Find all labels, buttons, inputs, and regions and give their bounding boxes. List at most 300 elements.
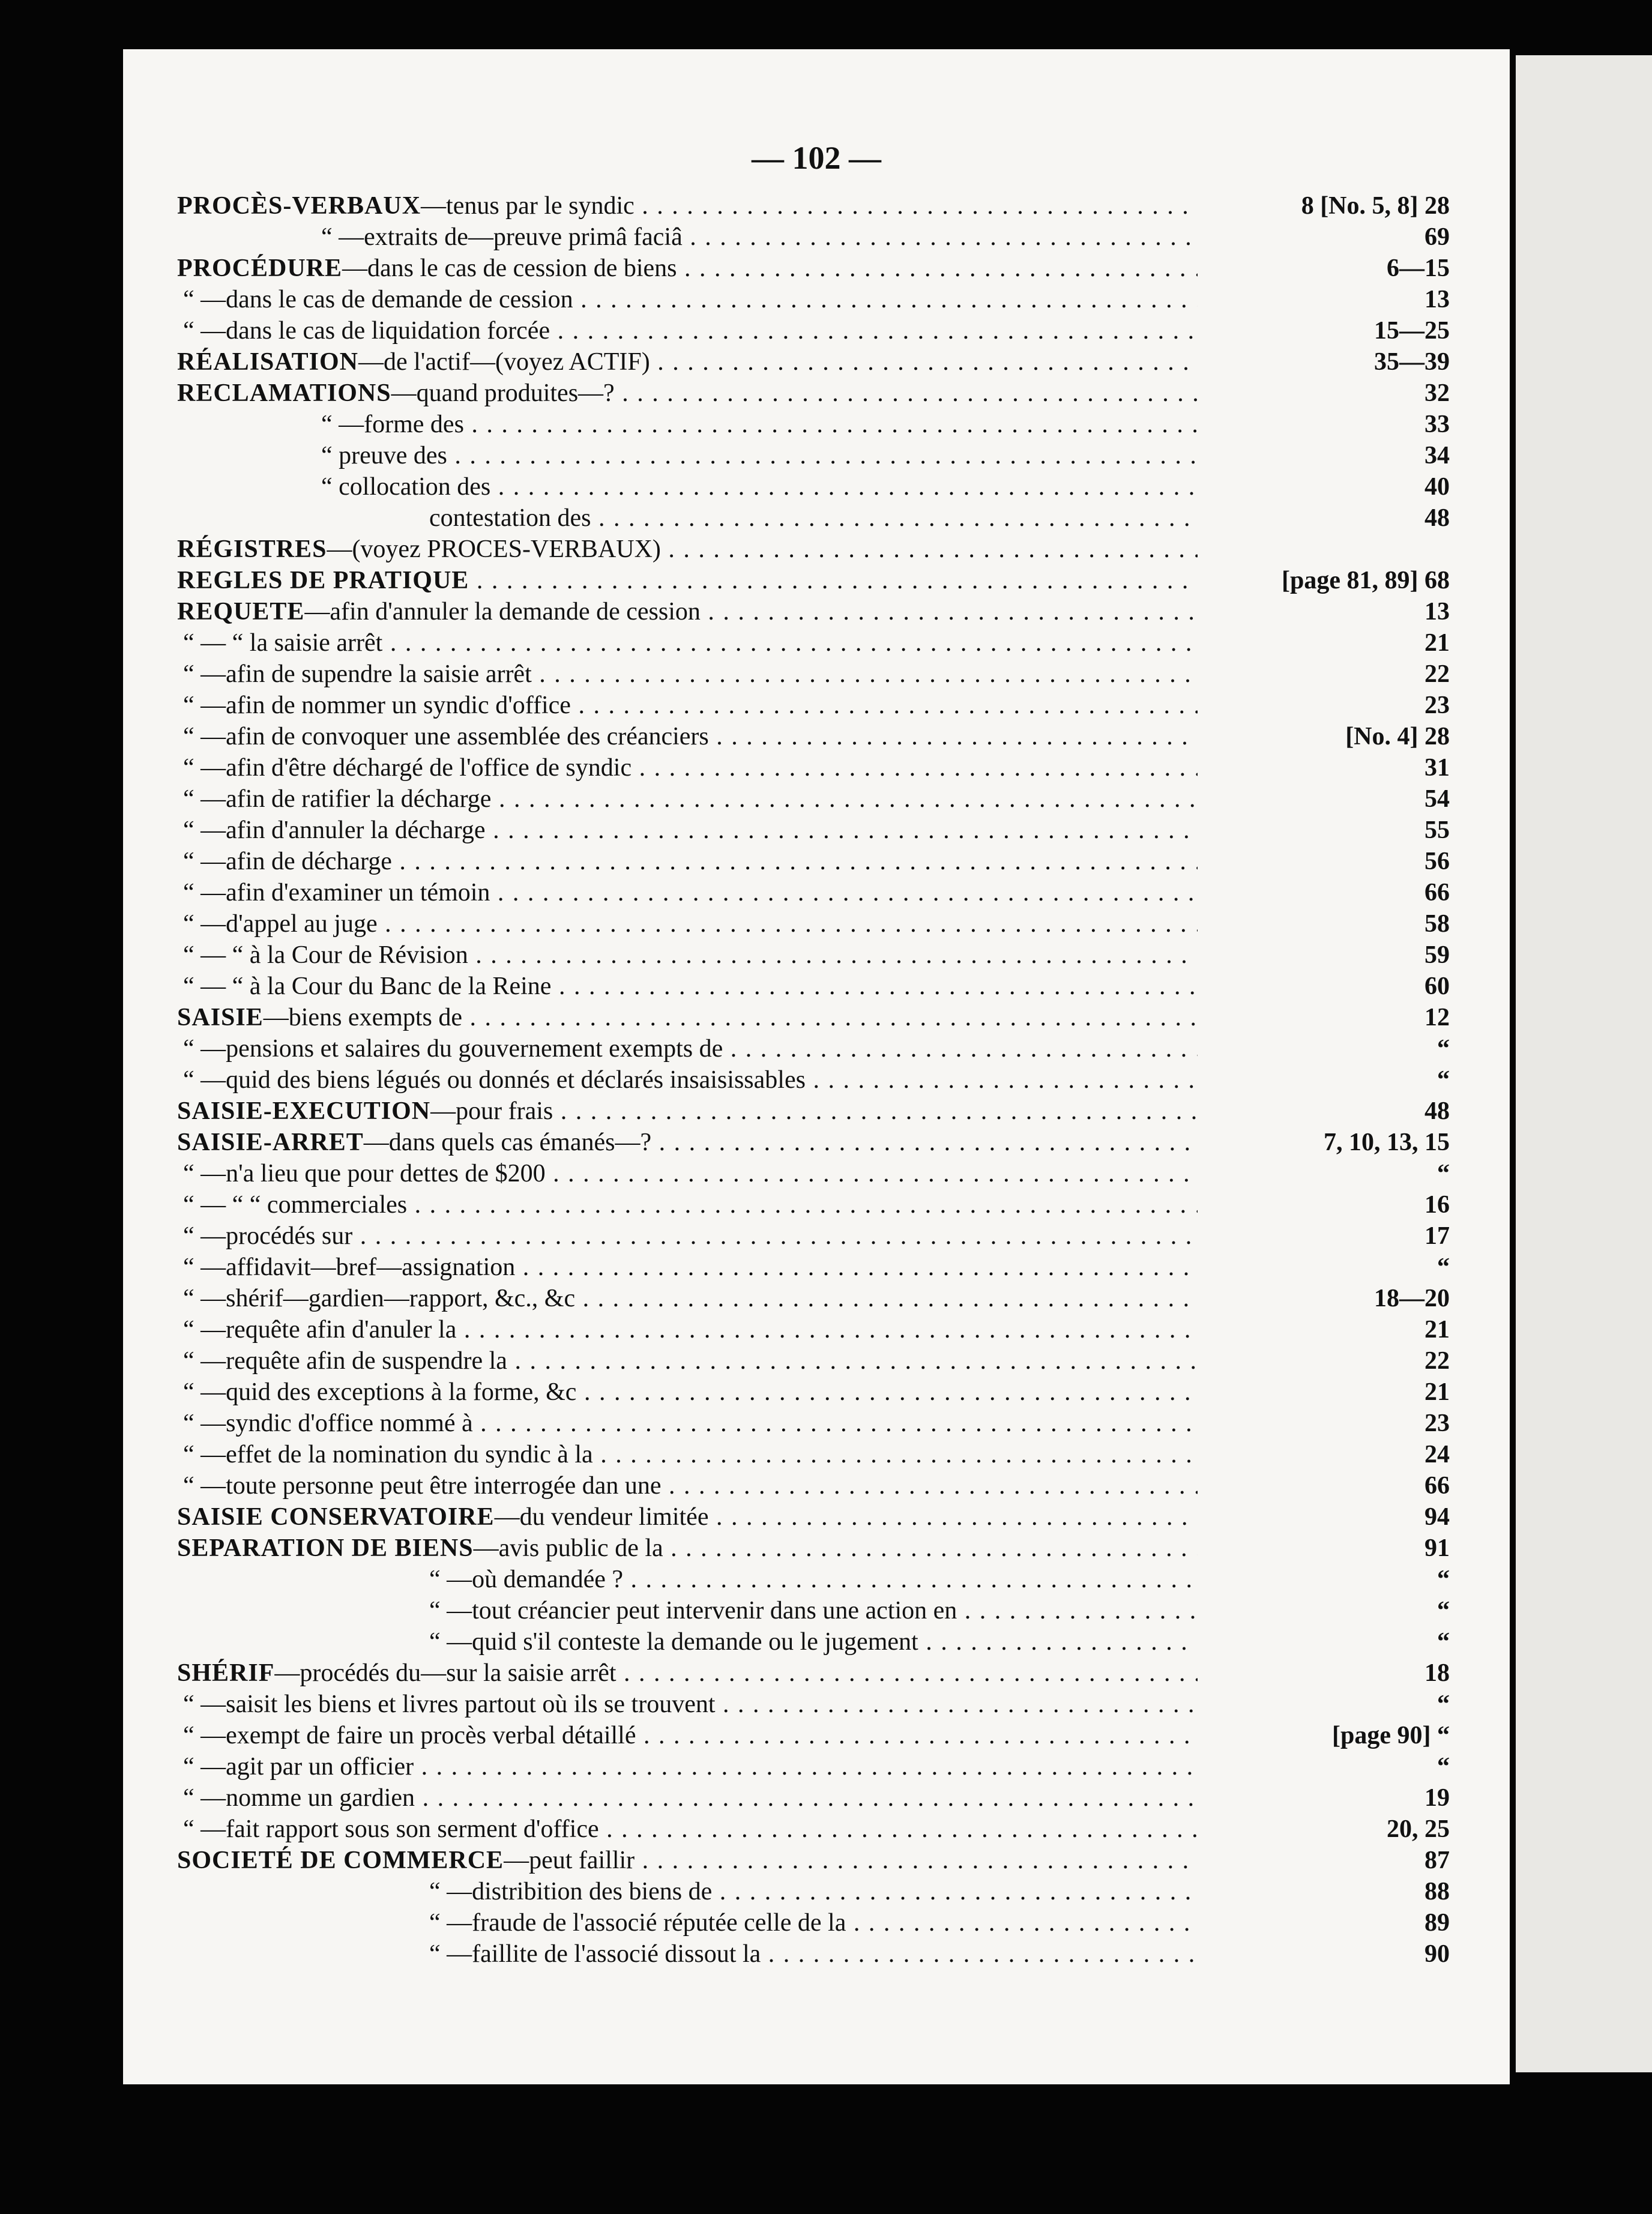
entry-subtext: “ —toute personne peut être interrogée dan une (183, 1472, 662, 1500)
entry-page-ref: “ (1198, 1252, 1450, 1283)
index-entry (177, 1064, 1450, 1096)
entry-text (177, 502, 1318, 534)
index-entry (177, 1689, 1450, 1720)
entry-heading: SEPARATION DE BIENS (177, 1534, 474, 1562)
entry-page-ref: 34 (1198, 440, 1450, 471)
index-entry (177, 471, 1450, 502)
entry-text (177, 378, 1318, 409)
entry-subtext: “ —afin de ratifier la décharge (183, 785, 492, 813)
entry-subtext: “ —procédés sur (183, 1222, 353, 1250)
index-entry (177, 1345, 1450, 1377)
index-list (177, 190, 1450, 1970)
entry-subtext: “ —dans le cas de liquidation forcée (183, 317, 550, 345)
entry-label (183, 1691, 716, 1718)
entry-page-ref: 69 (1198, 222, 1450, 253)
entry-text (177, 783, 1318, 815)
entry-label (183, 754, 632, 782)
index-entry (177, 253, 1450, 284)
entry-subtext: “ —quid des biens légués ou donnés et déclarés insaisissables (183, 1066, 806, 1094)
entry-subtext: —quand produites—? (391, 379, 615, 407)
entry-page-ref: 87 (1198, 1845, 1450, 1876)
index-entry (177, 1252, 1450, 1283)
entry-text (177, 627, 1318, 659)
entry-text (177, 721, 1318, 752)
entry-subtext: “ —exempt de faire un procès verbal détaillé (183, 1722, 636, 1749)
entry-text (177, 471, 1318, 502)
entry-subtext: “ —afin d'annuler la décharge (183, 816, 486, 844)
index-entry (177, 940, 1450, 971)
entry-heading: SHÉRIF (177, 1659, 275, 1687)
entry-label (183, 1753, 414, 1781)
entry-subtext: —biens exempts de (263, 1004, 463, 1031)
entry-page-ref: 16 (1198, 1189, 1450, 1220)
index-entry (177, 1782, 1450, 1814)
entry-text (177, 1689, 1318, 1720)
entry-label (183, 1285, 575, 1312)
entry-subtext: “ —dans le cas de demande de cession (183, 286, 573, 313)
entry-heading: REQUETE (177, 598, 305, 626)
entry-label (183, 1441, 593, 1468)
entry-label (183, 1347, 507, 1375)
entry-subtext: “ —afin d'être déchargé de l'office de syndic (183, 754, 632, 782)
entry-text (177, 690, 1318, 721)
entry-text (177, 815, 1318, 846)
entry-subtext: “ —requête afin d'anuler la (183, 1316, 457, 1344)
entry-text (177, 752, 1318, 783)
entry-page-ref: [page 90] “ (1198, 1720, 1450, 1751)
entry-label (177, 1659, 616, 1687)
entry-subtext: “ —afin d'examiner un témoin (183, 879, 490, 906)
entry-subtext: —du vendeur limitée (494, 1503, 709, 1531)
entry-subtext: “ —affidavit—bref—assignation (183, 1253, 516, 1281)
entry-label (429, 1628, 918, 1656)
entry-subtext: “ —tout créancier peut intervenir dans une action en (429, 1597, 957, 1624)
entry-page-ref: “ (1198, 1626, 1450, 1657)
entry-subtext: “ —afin de supendre la saisie arrêt (183, 660, 532, 688)
entry-text (177, 253, 1318, 284)
entry-text (177, 346, 1318, 378)
index-entry (177, 971, 1450, 1002)
entry-text (177, 222, 1318, 253)
entry-label (183, 816, 486, 844)
entry-page-ref: “ (1198, 1564, 1450, 1595)
entry-heading: RECLAMATIONS (177, 379, 391, 407)
entry-label (183, 1378, 576, 1406)
entry-label (183, 941, 468, 969)
entry-subtext: “ —faillite de l'associé dissout la (429, 1940, 761, 1968)
entry-page-ref: 88 (1198, 1876, 1450, 1907)
entry-label (177, 1004, 462, 1031)
index-entry (177, 1876, 1450, 1907)
entry-label (183, 910, 378, 938)
entry-label (183, 848, 392, 875)
entry-subtext: “ preuve des (321, 442, 447, 469)
entry-label (183, 286, 573, 313)
entry-subtext: —de l'actif—(voyez ACTIF) (358, 348, 650, 376)
index-entry (177, 1814, 1450, 1845)
entry-text (177, 534, 1318, 565)
entry-subtext: “ —afin de nommer un syndic d'office (183, 692, 571, 719)
entry-heading: SAISIE-EXECUTION (177, 1097, 431, 1125)
entry-page-ref: 17 (1198, 1220, 1450, 1252)
entry-text (177, 1720, 1318, 1751)
entry-text (177, 1408, 1318, 1439)
entry-label (177, 535, 661, 563)
entry-label (183, 785, 491, 813)
entry-subtext: —tenus par le syndic (421, 192, 635, 220)
entry-text (177, 1564, 1318, 1595)
entry-page-ref: 18 (1198, 1657, 1450, 1689)
entry-page-ref: 35—39 (1198, 346, 1450, 378)
entry-subtext: —peut faillir (504, 1847, 635, 1874)
entry-label (183, 1066, 806, 1094)
entry-text (177, 409, 1318, 440)
index-entry (177, 1720, 1450, 1751)
entry-label (177, 1129, 651, 1156)
entry-label (177, 598, 701, 626)
entry-page-ref: 33 (1198, 409, 1450, 440)
entry-heading: PROCÈS-VERBAUX (177, 192, 421, 220)
entry-text (177, 846, 1318, 877)
index-entry (177, 1626, 1450, 1657)
entry-label (183, 723, 709, 750)
index-entry (177, 721, 1450, 752)
entry-subtext: “ —quid s'il conteste la demande ou le jugement (429, 1628, 918, 1656)
entry-subtext: —dans quels cas émanés—? (363, 1129, 652, 1156)
entry-subtext: “ collocation des (321, 473, 491, 501)
entry-subtext: “ —n'a lieu que pour dettes de $200 (183, 1160, 546, 1187)
index-entry (177, 1033, 1450, 1064)
entry-label (177, 1534, 663, 1562)
entry-page-ref: 40 (1198, 471, 1450, 502)
entry-text (177, 940, 1318, 971)
entry-text (177, 565, 1318, 596)
entry-subtext: “ —distribition des biens de (429, 1878, 713, 1905)
index-entry (177, 877, 1450, 908)
entry-label (183, 692, 571, 719)
index-entry (177, 1314, 1450, 1345)
entry-subtext: contestation des (429, 504, 591, 532)
entry-subtext: “ —effet de la nomination du syndic à la (183, 1441, 593, 1468)
entry-text (177, 1220, 1318, 1252)
entry-heading: SAISIE-ARRET (177, 1129, 364, 1156)
entry-text (177, 1002, 1318, 1033)
entry-label (183, 317, 550, 345)
entry-page-ref: 23 (1198, 690, 1450, 721)
entry-subtext: “ — “ “ commerciales (183, 1191, 408, 1219)
entry-text (177, 877, 1318, 908)
entry-text (177, 1345, 1318, 1377)
entry-page-ref: “ (1198, 1595, 1450, 1626)
entry-subtext: “ —fraude de l'associé réputée celle de la (429, 1909, 846, 1937)
entry-page-ref: 18—20 (1198, 1283, 1450, 1314)
entry-page-ref: 66 (1198, 1470, 1450, 1501)
entry-page-ref: 23 (1198, 1408, 1450, 1439)
index-entry (177, 659, 1450, 690)
index-entry (177, 1907, 1450, 1938)
index-entry (177, 1096, 1450, 1127)
entry-text (177, 1127, 1318, 1158)
entry-page-ref: “ (1198, 1158, 1450, 1189)
entry-page-ref: 90 (1198, 1938, 1450, 1970)
entry-subtext: “ —requête afin de suspendre la (183, 1347, 507, 1375)
entry-label (321, 411, 464, 438)
entry-label (321, 473, 490, 501)
entry-label (183, 1316, 456, 1344)
entry-label (183, 1722, 636, 1749)
entry-page-ref: 55 (1198, 815, 1450, 846)
entry-subtext: “ — “ à la Cour du Banc de la Reine (183, 973, 552, 1000)
entry-label (429, 504, 591, 532)
entry-label (177, 1847, 635, 1874)
entry-label (429, 1597, 957, 1624)
entry-page-ref: 48 (1198, 1096, 1450, 1127)
entry-page-ref: 19 (1198, 1782, 1450, 1814)
entry-page-ref: 21 (1198, 627, 1450, 659)
index-entry (177, 565, 1450, 596)
entry-text (177, 440, 1318, 471)
entry-subtext: —avis public de la (473, 1534, 663, 1562)
entry-text (177, 1782, 1318, 1814)
entry-text (177, 596, 1318, 627)
entry-text (177, 1096, 1318, 1127)
entry-text (177, 1938, 1318, 1970)
index-entry (177, 1595, 1450, 1626)
entry-label (183, 629, 382, 657)
index-entry (177, 284, 1450, 315)
entry-page-ref: 22 (1198, 1345, 1450, 1377)
entry-label (429, 1940, 761, 1968)
entry-text (177, 1033, 1318, 1064)
entry-page-ref: 56 (1198, 846, 1450, 877)
entry-heading: RÉALISATION (177, 348, 358, 376)
index-entry (177, 1002, 1450, 1033)
entry-label (429, 1909, 846, 1937)
index-entry (177, 346, 1450, 378)
entry-page-ref: 15—25 (1198, 315, 1450, 346)
entry-text (177, 1876, 1318, 1907)
entry-page-ref: 21 (1198, 1314, 1450, 1345)
index-entry (177, 690, 1450, 721)
entry-page-ref: 24 (1198, 1439, 1450, 1470)
entry-page-ref: [page 81, 89] 68 (1198, 565, 1450, 596)
entry-heading: PROCÉDURE (177, 255, 343, 282)
entry-heading: REGLES DE PRATIQUE (177, 567, 469, 594)
entry-page-ref: 13 (1198, 596, 1450, 627)
entry-subtext: “ —syndic d'office nommé à (183, 1410, 473, 1437)
entry-label (177, 1503, 708, 1531)
entry-label (183, 1410, 473, 1437)
entry-text (177, 908, 1318, 940)
entry-text (177, 1252, 1318, 1283)
index-entry (177, 1938, 1450, 1970)
entry-text (177, 1377, 1318, 1408)
entry-subtext: “ —quid des exceptions à la forme, &c (183, 1378, 577, 1406)
index-entry (177, 1408, 1450, 1439)
entry-text (177, 1158, 1318, 1189)
index-entry (177, 190, 1450, 222)
entry-page-ref: 31 (1198, 752, 1450, 783)
entry-subtext: —pour frais (430, 1097, 553, 1125)
entry-subtext: “ —shérif—gardien—rapport, &c., &c (183, 1285, 576, 1312)
entry-page-ref: “ (1198, 1064, 1450, 1096)
entry-heading: SOCIETÉ DE COMMERCE (177, 1847, 504, 1874)
index-entry (177, 1501, 1450, 1533)
index-entry (177, 815, 1450, 846)
entry-label (177, 348, 650, 376)
entry-text (177, 1064, 1318, 1096)
entry-page-ref: 20, 25 (1198, 1814, 1450, 1845)
entry-page-ref: 66 (1198, 877, 1450, 908)
entry-label (177, 255, 677, 282)
entry-heading: SAISIE (177, 1004, 264, 1031)
index-entry (177, 596, 1450, 627)
entry-label (183, 1472, 662, 1500)
index-entry (177, 1189, 1450, 1220)
entry-text (177, 971, 1318, 1002)
entry-page-ref: 54 (1198, 783, 1450, 815)
entry-subtext: —dans le cas de cession de biens (342, 255, 677, 282)
entry-subtext: “ —pensions et salaires du gouvernement exempts de (183, 1035, 723, 1063)
entry-page-ref: 89 (1198, 1907, 1450, 1938)
entry-subtext: “ — “ à la Cour de Révision (183, 941, 468, 969)
entry-page-ref (1198, 534, 1450, 565)
entry-subtext: “ —fait rapport sous son serment d'office (183, 1815, 599, 1843)
entry-page-ref: 12 (1198, 1002, 1450, 1033)
entry-label (183, 1784, 415, 1812)
index-entry (177, 315, 1450, 346)
entry-text (177, 1845, 1318, 1876)
entry-page-ref: 59 (1198, 940, 1450, 971)
entry-text (177, 1907, 1318, 1938)
entry-subtext: “ —nomme un gardien (183, 1784, 415, 1812)
entry-label (177, 192, 635, 220)
entry-page-ref: 48 (1198, 502, 1450, 534)
entry-text (177, 1657, 1318, 1689)
entry-text (177, 1189, 1318, 1220)
entry-label (183, 1035, 723, 1063)
entry-text (177, 1626, 1318, 1657)
entry-label (321, 442, 447, 469)
entry-page-ref: “ (1198, 1689, 1450, 1720)
entry-text (177, 1533, 1318, 1564)
entry-subtext: —procédés du—sur la saisie arrêt (274, 1659, 616, 1687)
entry-subtext: “ —afin de décharge (183, 848, 392, 875)
entry-page-ref: 94 (1198, 1501, 1450, 1533)
entry-heading: RÉGISTRES (177, 535, 327, 563)
index-entry (177, 1220, 1450, 1252)
entry-page-ref: “ (1198, 1751, 1450, 1782)
entry-subtext: “ —agit par un officier (183, 1753, 414, 1781)
entry-subtext: —afin d'annuler la demande de cession (304, 598, 701, 626)
entry-text (177, 284, 1318, 315)
entry-label (183, 973, 551, 1000)
index-entry (177, 1470, 1450, 1501)
entry-page-ref: [No. 4] 28 (1198, 721, 1450, 752)
index-entry (177, 1283, 1450, 1314)
index-entry (177, 627, 1450, 659)
index-entry (177, 1751, 1450, 1782)
entry-page-ref: 60 (1198, 971, 1450, 1002)
index-entry (177, 908, 1450, 940)
index-entry (177, 409, 1450, 440)
entry-label (183, 660, 532, 688)
entry-label (177, 567, 469, 594)
index-entry (177, 1533, 1450, 1564)
entry-subtext: “ —où demandée ? (429, 1566, 624, 1593)
entry-label (183, 1815, 599, 1843)
entry-subtext: “ —afin de convoquer une assemblée des créanciers (183, 723, 709, 750)
entry-page-ref: 91 (1198, 1533, 1450, 1564)
entry-page-ref: 6—15 (1198, 253, 1450, 284)
entry-text (177, 1751, 1318, 1782)
index-entry (177, 752, 1450, 783)
entry-label (429, 1878, 712, 1905)
entry-page-ref: 7, 10, 13, 15 (1198, 1127, 1450, 1158)
entry-label (183, 1191, 407, 1219)
index-entry (177, 222, 1450, 253)
entry-text (177, 1501, 1318, 1533)
entry-page-ref: 32 (1198, 378, 1450, 409)
entry-subtext: “ —d'appel au juge (183, 910, 378, 938)
index-entry (177, 846, 1450, 877)
entry-text (177, 1283, 1318, 1314)
page-number-header: — 102 — (752, 140, 881, 176)
entry-label (183, 879, 490, 906)
entry-label (183, 1253, 515, 1281)
entry-subtext: “ —saisit les biens et livres partout où ils se trouvent (183, 1691, 716, 1718)
entry-subtext: “ —extraits de—preuve primâ faciâ (321, 223, 683, 251)
index-entry (177, 534, 1450, 565)
entry-text (177, 315, 1318, 346)
entry-page-ref: 58 (1198, 908, 1450, 940)
index-entry (177, 783, 1450, 815)
index-entry (177, 1439, 1450, 1470)
entry-text (177, 1314, 1318, 1345)
entry-label (429, 1566, 623, 1593)
index-entry (177, 1158, 1450, 1189)
entry-page-ref: “ (1198, 1033, 1450, 1064)
entry-subtext: “ —forme des (321, 411, 464, 438)
entry-text (177, 1439, 1318, 1470)
entry-text (177, 1470, 1318, 1501)
entry-text (177, 1595, 1318, 1626)
adjacent-page-edge (1516, 55, 1652, 2072)
entry-page-ref: 13 (1198, 284, 1450, 315)
index-entry (177, 1845, 1450, 1876)
index-entry (177, 1564, 1450, 1595)
entry-label (183, 1160, 546, 1187)
entry-label (183, 1222, 352, 1250)
entry-label (177, 1097, 553, 1125)
index-entry (177, 378, 1450, 409)
index-entry (177, 1377, 1450, 1408)
entry-page-ref: 22 (1198, 659, 1450, 690)
entry-subtext: —(voyez PROCES-VERBAUX) (327, 535, 661, 563)
entry-label (321, 223, 683, 251)
index-entry (177, 1127, 1450, 1158)
entry-label (177, 379, 615, 407)
entry-text (177, 1814, 1318, 1845)
entry-text (177, 190, 1318, 222)
entry-text (177, 659, 1318, 690)
entry-page-ref: 21 (1198, 1377, 1450, 1408)
document-page (123, 49, 1510, 2084)
index-entry (177, 502, 1450, 534)
index-entry (177, 440, 1450, 471)
index-entry (177, 1657, 1450, 1689)
entry-heading: SAISIE CONSERVATOIRE (177, 1503, 495, 1531)
